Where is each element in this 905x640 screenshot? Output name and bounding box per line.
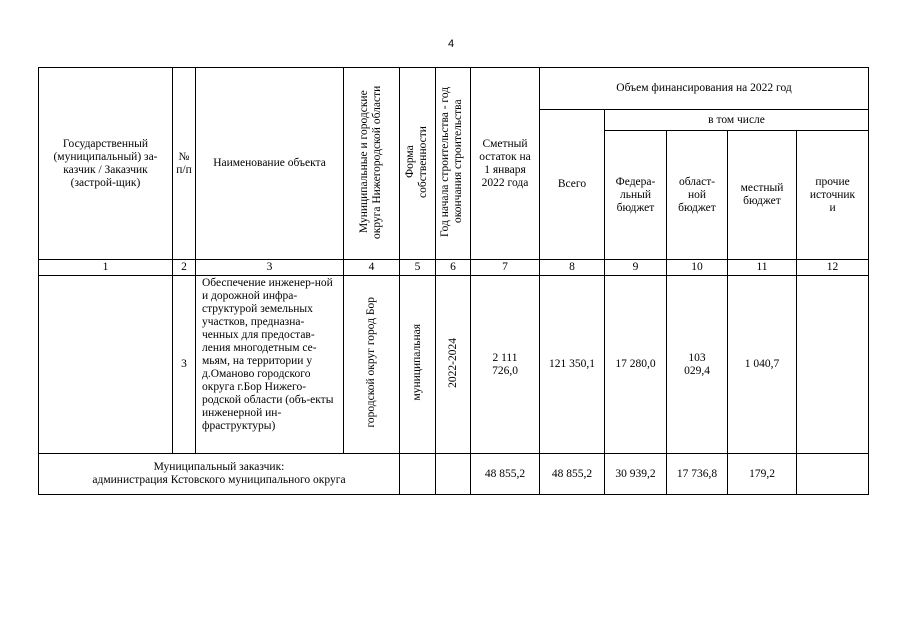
column-number: 10 <box>667 260 728 276</box>
column-number: 11 <box>728 260 797 276</box>
row-regional: 103 029,4 <box>667 276 728 454</box>
summary-other <box>797 454 869 495</box>
summary-local: 179,2 <box>728 454 797 495</box>
column-number: 12 <box>797 260 869 276</box>
row-customer <box>39 276 173 454</box>
column-number: 5 <box>400 260 436 276</box>
header-customer: Государственный (муниципальный) за-казчик / Заказчик (застрой-щик) <box>39 68 173 260</box>
summary-ownership <box>400 454 436 495</box>
row-estimate: 2 111 726,0 <box>471 276 540 454</box>
row-ownership: муниципальная <box>400 276 436 454</box>
header-estimate: Сметный остаток на 1 января 2022 года <box>471 68 540 260</box>
summary-years <box>436 454 471 495</box>
summary-estimate: 48 855,2 <box>471 454 540 495</box>
header-federal: Федера-льный бюджет <box>605 131 667 260</box>
header-local: местный бюджет <box>728 131 797 260</box>
summary-label-line2: администрация Кстовского муниципального округа <box>92 474 346 486</box>
header-total: Всего <box>540 110 605 260</box>
header-object-name: Наименование объекта <box>196 68 344 260</box>
column-number: 3 <box>196 260 344 276</box>
row-years: 2022-2024 <box>436 276 471 454</box>
summary-total: 48 855,2 <box>540 454 605 495</box>
row-object-name: Обеспечение инженер-ной и дорожной инфра-структурой земельных участков, предназна-ченных для предостав-ления многодетным се-мьям, на территории у д.Оманово городского округа г.Бор Нижего-родской области (объ-екты инженерной ин-фраструктуры) <box>196 276 344 454</box>
row-local: 1 040,7 <box>728 276 797 454</box>
column-number: 4 <box>344 260 400 276</box>
summary-federal: 30 939,2 <box>605 454 667 495</box>
column-number: 8 <box>540 260 605 276</box>
column-number: 7 <box>471 260 540 276</box>
summary-label-line1: Муниципальный заказчик: <box>153 461 285 473</box>
summary-row <box>39 454 869 495</box>
header-including: в том числе <box>605 110 869 131</box>
column-number: 2 <box>173 260 196 276</box>
column-number: 9 <box>605 260 667 276</box>
header-years: Год начала строительства - год окончания строительства <box>436 68 471 260</box>
table-row <box>39 276 869 454</box>
summary-regional: 17 736,8 <box>667 454 728 495</box>
summary-label <box>39 454 400 495</box>
row-federal: 17 280,0 <box>605 276 667 454</box>
page-number: 4 <box>448 38 455 50</box>
financing-table <box>38 67 869 495</box>
row-total: 121 350,1 <box>540 276 605 454</box>
header-ownership: Форма собственности <box>400 68 436 260</box>
row-other <box>797 276 869 454</box>
header-financing: Объем финансирования на 2022 год <box>540 68 869 110</box>
header-num: № п/п <box>173 68 196 260</box>
column-number: 6 <box>436 260 471 276</box>
header-regional: област-ной бюджет <box>667 131 728 260</box>
column-number: 1 <box>39 260 173 276</box>
header-other: прочие источник и <box>797 131 869 260</box>
row-municipality: городской округ город Бор <box>344 276 400 454</box>
column-numbers-row <box>39 260 869 276</box>
header-municipality: Муниципальные и городские округа Нижегородской области <box>344 68 400 260</box>
row-num: 3 <box>173 276 196 454</box>
